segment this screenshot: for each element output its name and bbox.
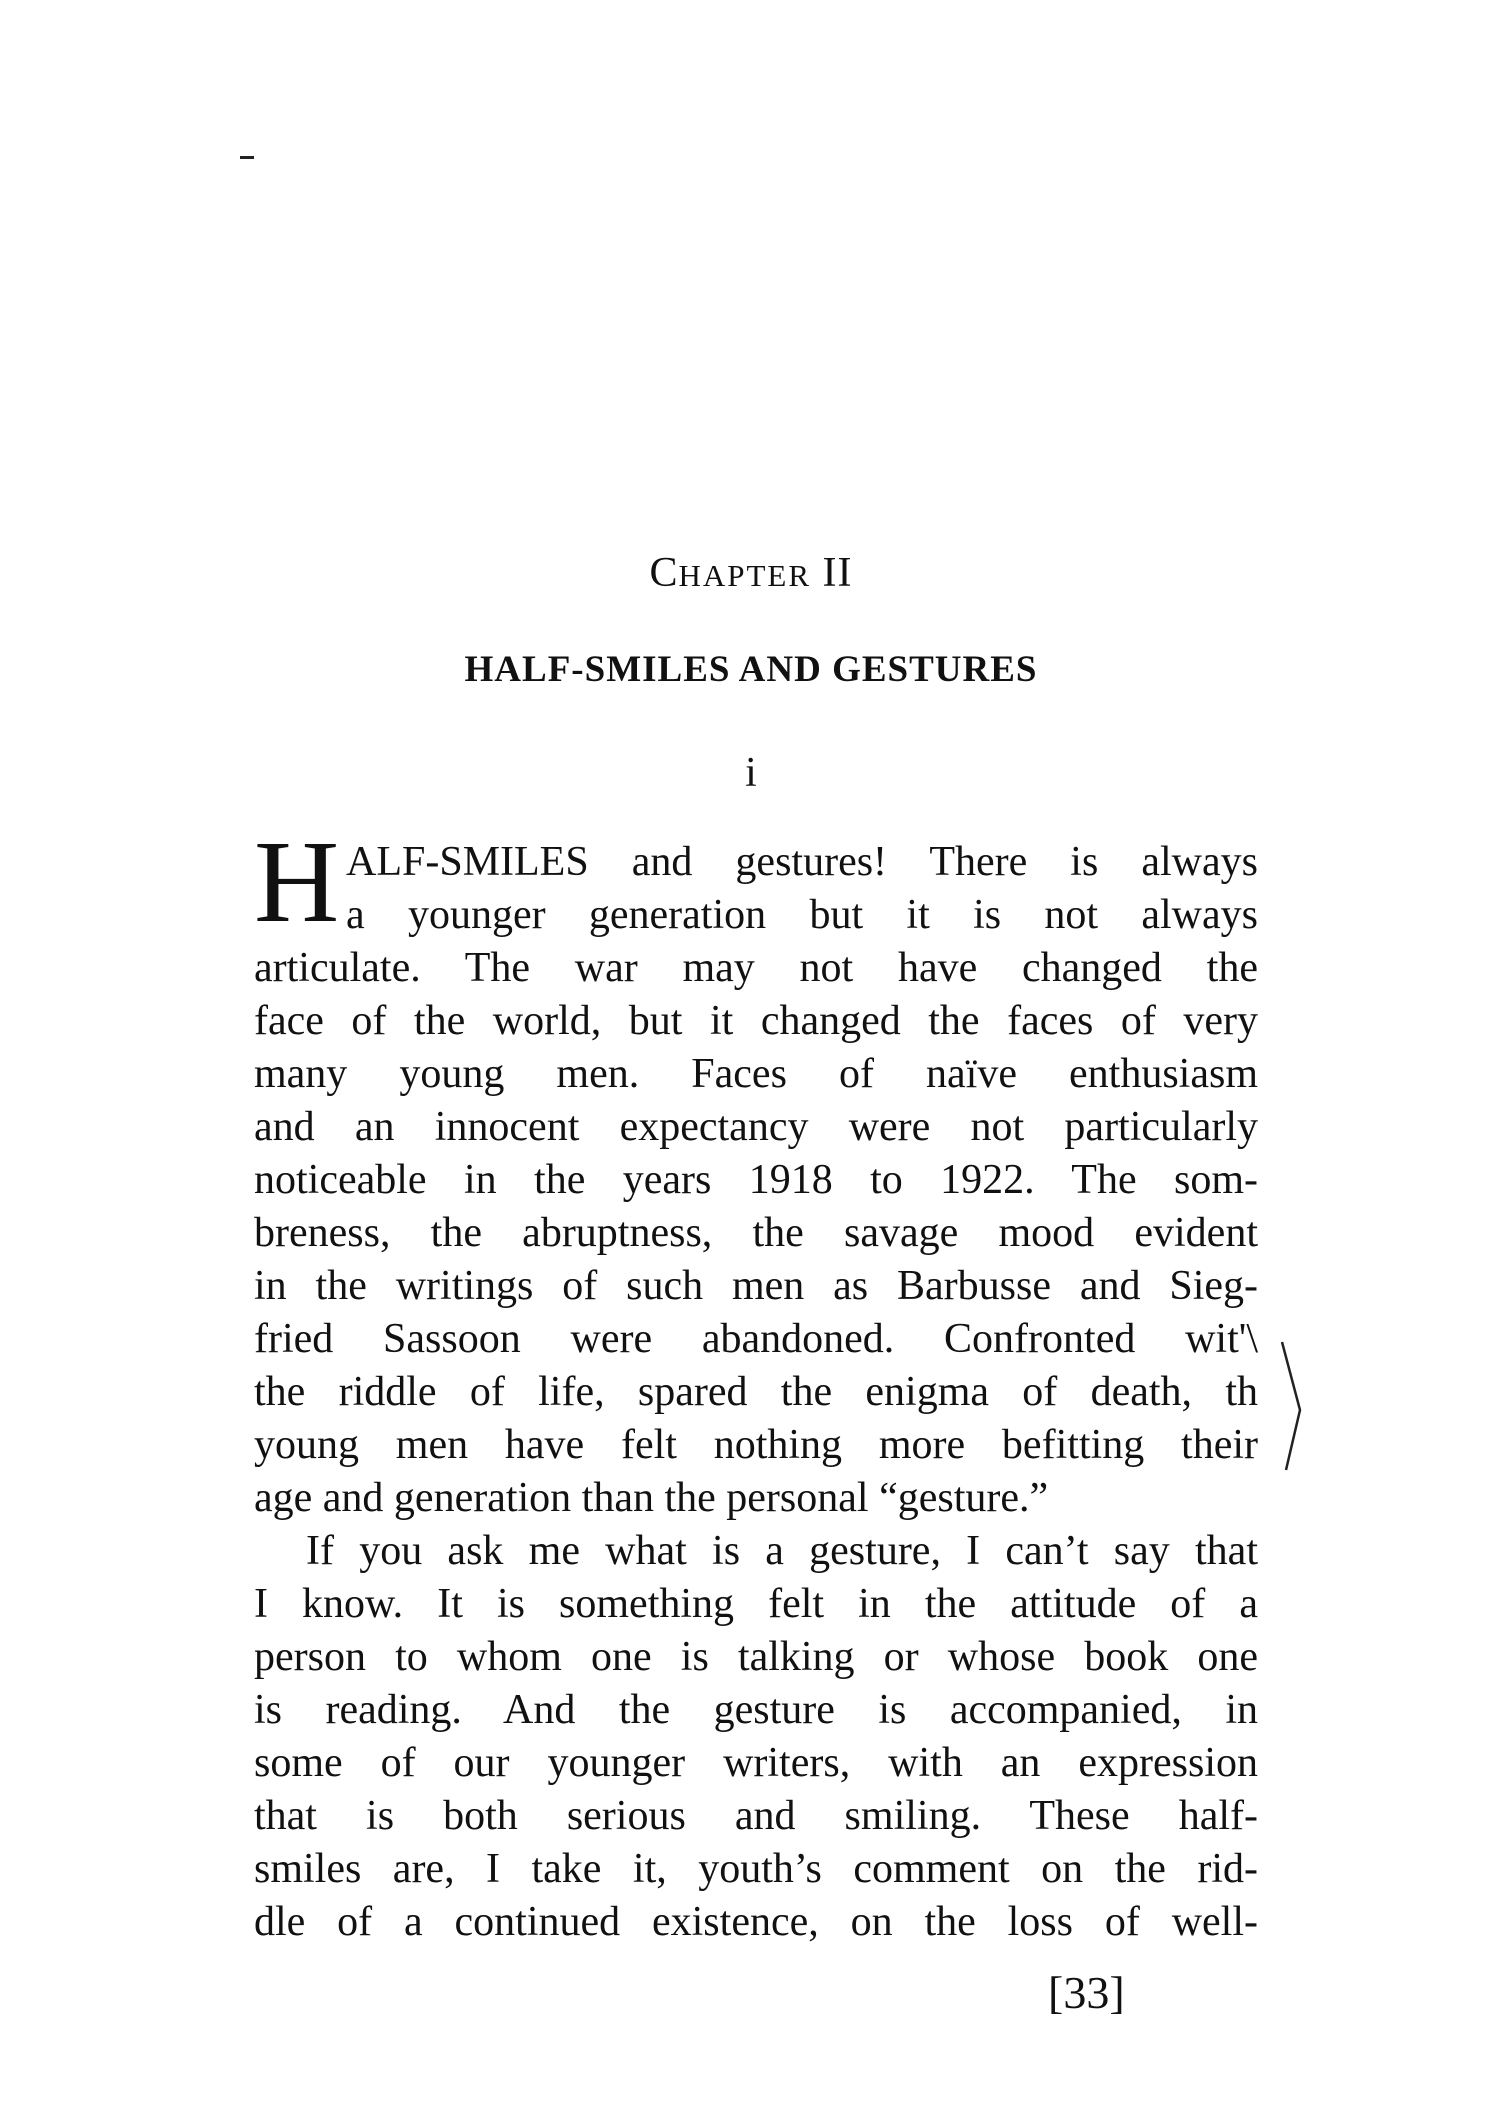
text-line: fried Sassoon were abandoned. Confronted wit'\ <box>254 1316 1258 1362</box>
page-number: [33] <box>1048 1967 1125 2018</box>
text-line: If you ask me what is a gesture, I can’t say that <box>306 1528 1258 1574</box>
text-line: person to whom one is talking or whose book one <box>254 1634 1258 1680</box>
text-line: a younger generation but it is not always <box>346 892 1258 938</box>
margin-pen-mark <box>1278 1340 1318 1480</box>
chapter-numeral: II <box>822 550 853 596</box>
section-number: i <box>745 750 757 796</box>
text-line: is reading. And the gesture is accompanied, in <box>254 1687 1258 1733</box>
stray-ink-mark <box>240 156 254 159</box>
text-line: noticeable in the years 1918 to 1922. The som- <box>254 1157 1258 1203</box>
text-line: and an innocent expectancy were not particularly <box>254 1104 1258 1150</box>
text-line: dle of a continued existence, on the loss of well- <box>254 1899 1258 1945</box>
text-line: that is both serious and smiling. These half- <box>254 1793 1258 1839</box>
text-line: face of the world, but it changed the faces of very <box>254 998 1258 1044</box>
text-line: some of our younger writers, with an expression <box>254 1740 1258 1786</box>
text-line: in the writings of such men as Barbusse and Sieg- <box>254 1263 1258 1309</box>
text-line: smiles are, I take it, youth’s comment on the rid- <box>254 1846 1258 1892</box>
text-line: age and generation than the personal “gesture.” <box>254 1475 1049 1521</box>
drop-cap: H <box>254 816 340 947</box>
text-line: the riddle of life, spared the enigma of death, th <box>254 1369 1258 1415</box>
chapter-title: HALF-SMILES AND GESTURES <box>464 649 1038 690</box>
text-line: articulate. The war may not have changed the <box>254 945 1258 991</box>
body-text <box>254 836 1258 1949</box>
chapter-label-rest: HAPTER <box>678 558 812 593</box>
chapter-label-initial: C <box>649 550 679 596</box>
text-line: ALF-SMILES and gestures! There is always <box>346 839 1258 885</box>
text-line: many young men. Faces of naïve enthusiasm <box>254 1051 1258 1097</box>
chapter-heading <box>0 548 1502 598</box>
text-line: I know. It is something felt in the attitude of a <box>254 1581 1258 1627</box>
text-line: young men have felt nothing more befitting their <box>254 1422 1258 1468</box>
text-line: breness, the abruptness, the savage mood evident <box>254 1210 1258 1256</box>
